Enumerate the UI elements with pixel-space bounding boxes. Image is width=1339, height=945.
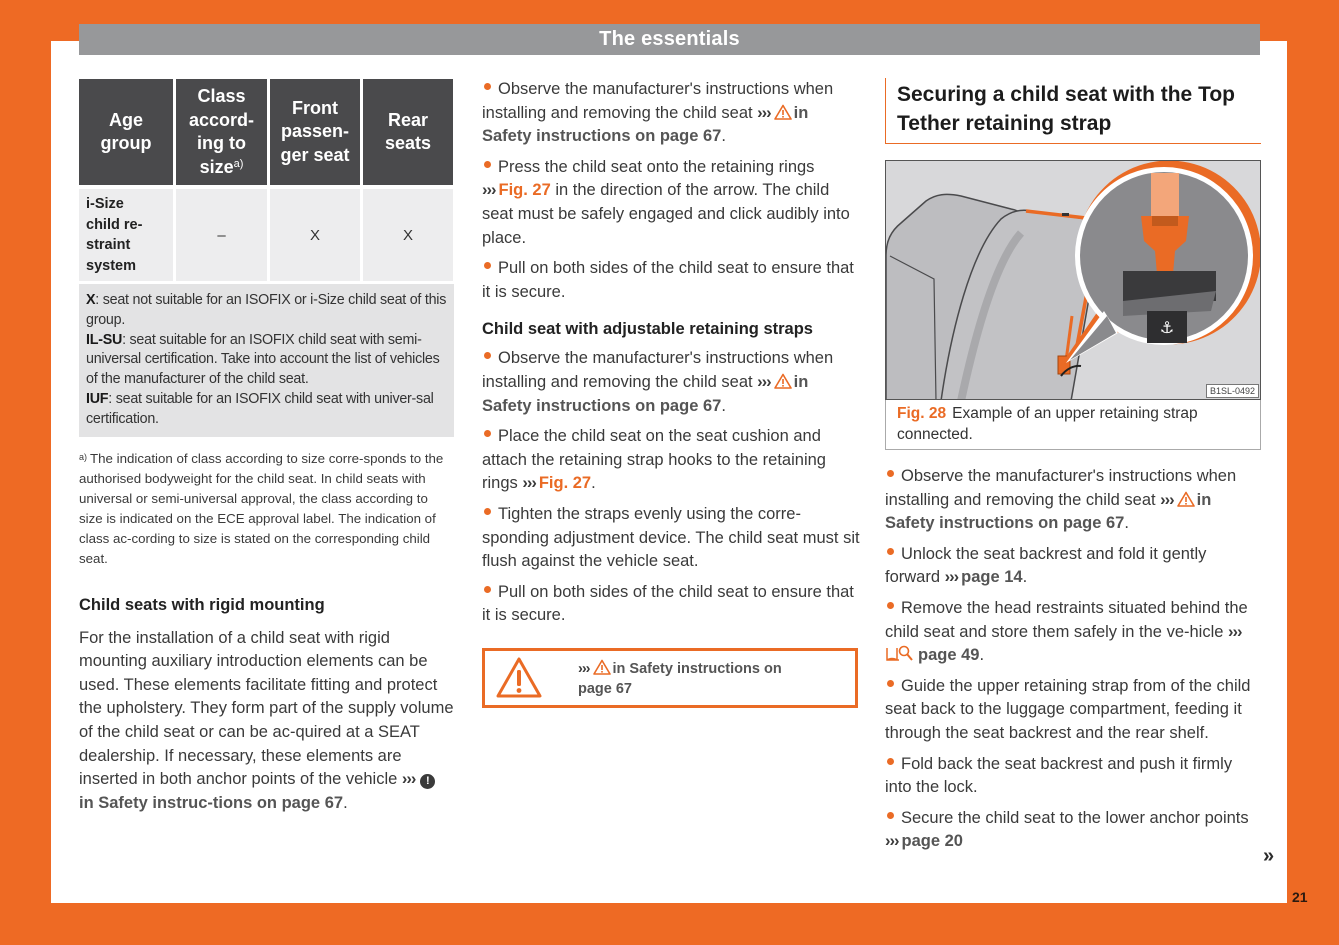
punctuation: . — [1022, 568, 1028, 587]
bullet-dot-icon — [887, 812, 894, 819]
warning-triangle-icon — [774, 104, 792, 120]
page-number: 21 — [1292, 889, 1308, 905]
right-column — [885, 78, 1261, 861]
list-item — [885, 465, 1261, 536]
safety-instructions-link[interactable]: in Safety instructions on page 67 — [885, 490, 1212, 533]
header-line: Front — [292, 97, 338, 118]
continue-next-page-marker: » — [1263, 845, 1275, 867]
item-text: Observe the manufacturer's instructions when installing and removing the child seat — [482, 80, 834, 122]
figure-code: B1SL-0492 — [1206, 384, 1259, 398]
bullet-dot-icon — [484, 83, 491, 90]
list-item — [482, 78, 860, 149]
list-item — [482, 425, 860, 496]
bullet-dot-icon — [887, 602, 894, 609]
section-header: The essentials — [79, 24, 1260, 55]
item-text: Guide the upper retaining strap from of the child seat back to the luggage compartment, feeding it through the seat backrest and the rear shelf. — [885, 676, 1251, 742]
header-line: group — [100, 133, 152, 153]
safety-warning-box — [482, 648, 858, 708]
warning-triangle-icon — [496, 656, 542, 699]
bullet-dot-icon — [484, 161, 491, 168]
fig-27-link[interactable]: Fig. 27 — [538, 474, 592, 493]
bullet-dot-icon — [887, 470, 894, 477]
bullet-dot-icon — [484, 586, 491, 593]
item-text: Place the child seat on the seat cushion and attach the retaining strap hooks to the retaining rings — [482, 427, 826, 493]
list-item — [885, 675, 1261, 746]
header-line: size — [199, 156, 234, 177]
bullet-list-adjustable — [482, 347, 860, 628]
item-text: Fold back the seat backrest and push it firmly into the lock. — [885, 754, 1233, 797]
page-14-link[interactable]: page 14 — [961, 568, 1023, 587]
item-text: Remove the head restraints situated behind the child seat and store them safely in the ve-hicle — [885, 598, 1248, 641]
item-text: Press the child seat onto the retaining rings — [498, 157, 815, 176]
legend-text: : seat suitable for an ISOFIX child seat with univer-sal certification. — [86, 390, 434, 427]
reference-arrow: ››› — [757, 372, 771, 391]
page-49-link[interactable]: page 49 — [918, 646, 980, 665]
item-text: Pull on both sides of the child seat to ensure that it is secure. — [482, 582, 854, 625]
footnote-text: The indication of class according to size corre-sponds to the authorised bodyweight for the child seat. In child seats with universal or semi-universal approval, the class according to size is indicated on the ECE approval label. The indication of class ac-cording to size is stated on the corresponding child seat. — [79, 450, 444, 566]
item-text: in the direction of the arrow. The child seat must be safely engaged and click audibly into place. — [482, 181, 850, 247]
paragraph-text: For the installation of a child seat with rigid mounting auxiliary introduction elements can be used. These elements facilitate fitting and protect the upholstery. They form part of the supply volume of the child seat or can be ac-quired at a SEAT dealership. If necessary, these elements are inserted in both anchor points of the vehicle — [79, 628, 454, 789]
figure-number: Fig. 28 — [897, 405, 947, 422]
punctuation: . — [721, 127, 726, 146]
footnote-mark: a) — [79, 451, 88, 462]
reference-arrow: ››› — [885, 832, 899, 851]
bullet-dot-icon — [484, 508, 491, 515]
header-line: ing to — [197, 133, 246, 153]
bullet-dot-icon — [887, 758, 894, 765]
bullet-dot-icon — [887, 680, 894, 687]
caption-text: Example of an upper retaining strap connected. — [897, 405, 1198, 443]
cell-line: system — [86, 257, 136, 274]
table-header-rear-seats — [363, 79, 453, 185]
top-tether-illustration — [886, 161, 1261, 400]
warning-triangle-icon — [593, 659, 611, 675]
cell-line: child re- — [86, 216, 143, 233]
safety-instructions-link[interactable]: in Safety instructions on page 67 — [482, 103, 809, 146]
title-line: Tether retaining strap — [897, 112, 1112, 135]
legend-key: X — [86, 292, 96, 308]
item-text: Unlock the seat backrest and fold it gently forward — [885, 544, 1207, 587]
table-cell-rear: X — [363, 189, 453, 281]
safety-instructions-link[interactable]: in Safety instruc-tions on page 67 — [79, 793, 344, 812]
svg-text:⚓: ⚓ — [1159, 318, 1175, 337]
item-text: Pull on both sides of the child seat to ensure that it is secure. — [482, 259, 854, 301]
adjustable-straps-heading: Child seat with adjustable retaining straps — [482, 320, 813, 339]
bullet-list-top — [482, 78, 860, 304]
table-header-age-group — [79, 79, 173, 185]
list-item — [885, 807, 1261, 854]
booklet-search-icon — [885, 644, 915, 662]
reference-arrow: ››› — [944, 568, 959, 587]
bullet-list-top-tether — [885, 465, 1261, 854]
reference-arrow: ››› — [578, 660, 590, 677]
table-cell-front-passenger: X — [270, 189, 360, 281]
list-item — [482, 503, 860, 574]
reference-arrow: ››› — [482, 181, 496, 200]
item-text: Observe the manufacturer's instructions when installing and removing the child seat — [885, 467, 1237, 509]
legend-text: : seat not suitable for an ISOFIX or i-Size child seat of this group. — [86, 292, 447, 328]
footnote-mark[interactable]: a) — [233, 157, 244, 170]
left-column — [79, 79, 454, 815]
warning-triangle-icon — [1177, 491, 1195, 507]
bullet-dot-icon — [484, 430, 491, 437]
legend-key: IUF — [86, 390, 109, 407]
bullet-dot-icon — [484, 352, 491, 359]
cell-line: i-Size — [86, 196, 124, 212]
figure-28-illustration — [885, 160, 1261, 400]
item-text: Secure the child seat to the lower anchor points — [901, 808, 1249, 827]
safety-instructions-link[interactable]: in Safety instructions on — [612, 660, 782, 677]
header-line: Class — [197, 86, 246, 106]
legend-key: IL-SU — [86, 331, 123, 348]
rigid-mounting-heading: Child seats with rigid mounting — [79, 595, 325, 614]
list-item — [885, 543, 1261, 590]
page-20-link[interactable]: page 20 — [901, 832, 963, 851]
table-footnote — [79, 449, 454, 569]
header-line: Rear — [387, 109, 428, 130]
warning-triangle-icon — [774, 373, 792, 389]
info-circle-icon: ! — [420, 774, 435, 789]
header-line: accord- — [188, 109, 255, 130]
list-item — [482, 156, 860, 250]
punctuation: . — [721, 396, 726, 415]
reference-arrow: ››› — [757, 103, 771, 122]
warning-box-text — [578, 659, 818, 699]
child-seat-table — [79, 79, 454, 281]
header-line: seats — [384, 133, 432, 153]
punctuation: . — [979, 646, 985, 665]
reference-arrow: ››› — [1228, 622, 1242, 641]
bullet-dot-icon — [887, 548, 894, 555]
list-item — [482, 347, 860, 418]
legend-item-iuf — [86, 390, 448, 430]
header-line: Age — [108, 109, 143, 130]
table-cell-age-group — [79, 189, 173, 281]
item-text: Observe the manufacturer's instructions when installing and removing the child seat — [482, 349, 834, 391]
safety-instructions-link[interactable]: page 67 — [578, 680, 632, 697]
table-legend — [79, 284, 454, 437]
table-header-front-passenger — [270, 79, 360, 185]
legend-item-x — [86, 291, 448, 331]
middle-column — [482, 78, 860, 708]
list-item — [885, 597, 1261, 668]
safety-instructions-link[interactable]: in Safety instructions on page 67 — [482, 372, 809, 415]
reference-arrow: ››› — [1160, 490, 1174, 509]
figure-caption — [885, 400, 1261, 450]
fig-27-link[interactable]: Fig. 27 — [498, 181, 551, 200]
header-line: passen- — [280, 121, 349, 142]
cell-line: straint — [86, 237, 131, 253]
legend-item-il-su — [86, 331, 448, 390]
reference-arrow: ››› — [401, 770, 416, 789]
punctuation: . — [591, 474, 596, 493]
list-item — [885, 753, 1261, 800]
table-cell-class: – — [176, 189, 267, 281]
title-line: Securing a child seat with the Top — [897, 83, 1235, 106]
list-item — [482, 257, 860, 304]
reference-arrow: ››› — [522, 474, 536, 493]
header-line: ger seat — [280, 144, 350, 165]
table-header-class — [176, 79, 267, 185]
rigid-mounting-paragraph — [79, 627, 454, 816]
list-item — [482, 581, 860, 628]
item-text: Tighten the straps evenly using the corre-sponding adjustment device. The child seat must sit flush against the vehicle seat. — [482, 504, 860, 571]
section-title — [885, 78, 1261, 144]
punctuation: . — [1124, 514, 1129, 533]
punctuation: . — [343, 793, 348, 812]
legend-text: : seat suitable for an ISOFIX child seat with semi-universal certification. Take into account the list of vehicles of the manufacturer of the child seat. — [86, 331, 440, 388]
bullet-dot-icon — [484, 262, 491, 269]
